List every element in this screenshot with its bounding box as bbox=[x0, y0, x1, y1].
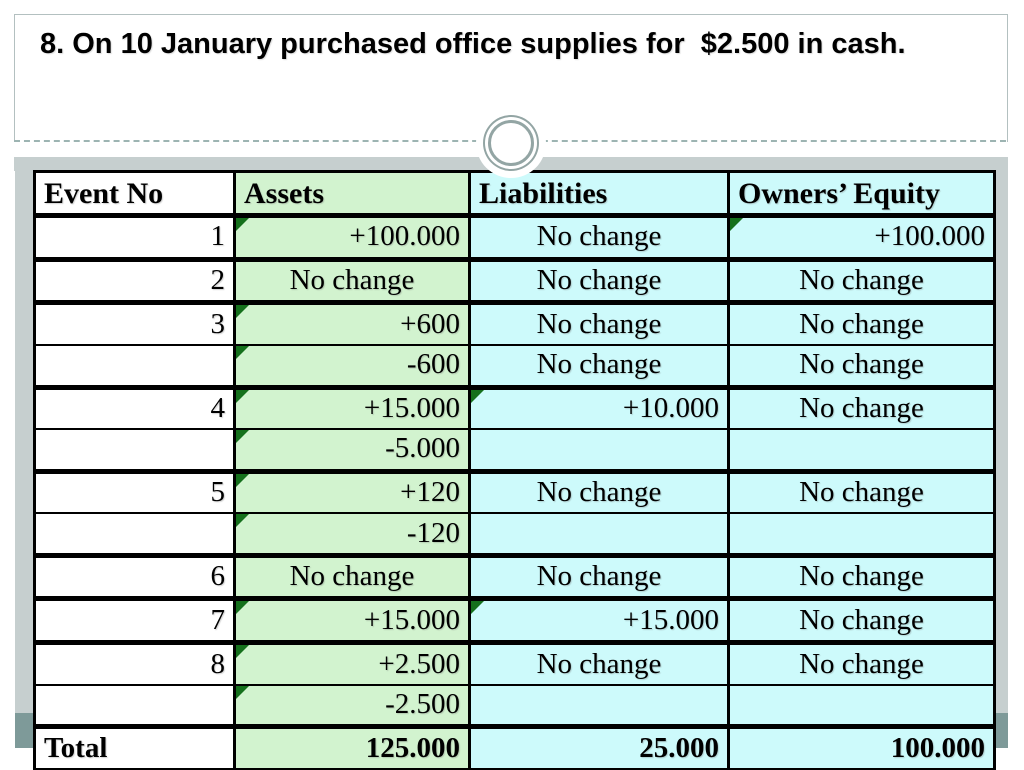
cell-assets bbox=[235, 259, 470, 303]
cell-event-no: 8 bbox=[35, 643, 235, 685]
cell-event-no: 6 bbox=[35, 555, 235, 599]
cell-equity bbox=[729, 345, 995, 387]
cell-value: No change bbox=[799, 475, 924, 508]
cell-note-marker bbox=[236, 218, 249, 231]
cell-equity bbox=[729, 513, 995, 555]
cell-assets bbox=[235, 599, 470, 643]
cell-note-marker bbox=[236, 601, 249, 614]
cell-value: 25.000 bbox=[639, 731, 719, 764]
cell-liabilities bbox=[470, 216, 729, 260]
cell-value: +15.000 bbox=[363, 391, 460, 424]
cell-equity bbox=[729, 727, 995, 769]
cell-assets bbox=[235, 643, 470, 685]
cell-value: No change bbox=[536, 348, 662, 381]
cell-liabilities bbox=[470, 555, 729, 599]
cell-note-marker bbox=[236, 686, 249, 699]
cell-note-marker bbox=[236, 390, 249, 403]
cell-value: No change bbox=[799, 560, 924, 593]
cell-liabilities bbox=[470, 685, 729, 727]
cell-liabilities bbox=[470, 513, 729, 555]
header-row bbox=[35, 172, 995, 216]
cell-value: +600 bbox=[400, 307, 460, 340]
cell-event-no: 4 bbox=[35, 387, 235, 429]
cell-value: -600 bbox=[406, 348, 460, 381]
cell-value: No change bbox=[799, 264, 924, 297]
cell-equity bbox=[729, 555, 995, 599]
cell-note-marker bbox=[471, 601, 484, 614]
cell-event-no bbox=[35, 429, 235, 471]
cell-liabilities bbox=[470, 303, 729, 345]
column-header-owners-equity: Owners’ Equity bbox=[729, 172, 995, 216]
table-row bbox=[35, 259, 995, 303]
cell-event-no: 2 bbox=[35, 259, 235, 303]
accounting-table bbox=[33, 170, 996, 770]
table-row bbox=[35, 387, 995, 429]
cell-event-no: 5 bbox=[35, 471, 235, 513]
cell-note-marker bbox=[236, 346, 249, 359]
table-row bbox=[35, 429, 995, 471]
cell-equity bbox=[729, 685, 995, 727]
cell-value: No change bbox=[799, 307, 924, 340]
table-row bbox=[35, 727, 995, 769]
cell-value: No change bbox=[799, 603, 924, 636]
cell-note-marker bbox=[236, 430, 249, 443]
cell-liabilities bbox=[470, 643, 729, 685]
cell-value: +120 bbox=[400, 475, 460, 508]
cell-value: No change bbox=[536, 307, 662, 340]
cell-value: No change bbox=[799, 348, 924, 381]
cell-value: No change bbox=[536, 220, 662, 253]
cell-note-marker bbox=[236, 514, 249, 527]
column-header-liabilities: Liabilities bbox=[470, 172, 729, 216]
cell-value: +100.000 bbox=[874, 220, 985, 253]
cell-value: +10.000 bbox=[622, 391, 719, 424]
cell-value: No change bbox=[536, 560, 662, 593]
cell-assets bbox=[235, 345, 470, 387]
cell-note-marker bbox=[236, 645, 249, 658]
column-header-event-no: Event No bbox=[35, 172, 235, 216]
cell-assets bbox=[235, 387, 470, 429]
cell-assets bbox=[235, 727, 470, 769]
table-row bbox=[35, 345, 995, 387]
cell-value: +2.500 bbox=[378, 647, 460, 680]
cell-value: No change bbox=[799, 391, 924, 424]
cell-liabilities bbox=[470, 471, 729, 513]
table-row bbox=[35, 216, 995, 260]
cell-assets bbox=[235, 429, 470, 471]
cell-value: -120 bbox=[406, 516, 460, 549]
slide-title: 8. On 10 January purchased office supplies for $2.500 in cash. bbox=[40, 28, 906, 60]
cell-liabilities bbox=[470, 429, 729, 471]
cell-liabilities bbox=[470, 599, 729, 643]
cell-equity bbox=[729, 216, 995, 260]
cell-value: No change bbox=[799, 647, 924, 680]
table-row bbox=[35, 471, 995, 513]
cell-note-marker bbox=[236, 305, 249, 318]
table-body bbox=[35, 216, 995, 770]
table-row bbox=[35, 303, 995, 345]
cell-event-no: 7 bbox=[35, 599, 235, 643]
left-side-strip-dark bbox=[15, 713, 33, 748]
cell-note-marker bbox=[471, 390, 484, 403]
table-row bbox=[35, 643, 995, 685]
cell-equity bbox=[729, 643, 995, 685]
cell-equity bbox=[729, 303, 995, 345]
table-row bbox=[35, 555, 995, 599]
cell-liabilities bbox=[470, 387, 729, 429]
cell-liabilities bbox=[470, 345, 729, 387]
column-header-assets: Assets bbox=[235, 172, 470, 216]
cell-equity bbox=[729, 599, 995, 643]
cell-value: -5.000 bbox=[385, 432, 460, 465]
cell-event-no bbox=[35, 685, 235, 727]
cell-value: 125.000 bbox=[365, 731, 460, 764]
circle-ornament bbox=[488, 120, 534, 166]
cell-note-marker bbox=[236, 474, 249, 487]
cell-event-no: Total bbox=[35, 727, 235, 769]
table-row bbox=[35, 685, 995, 727]
cell-value: 100.000 bbox=[890, 731, 985, 764]
cell-value: +100.000 bbox=[349, 220, 460, 253]
cell-equity bbox=[729, 471, 995, 513]
cell-assets bbox=[235, 216, 470, 260]
cell-assets bbox=[235, 471, 470, 513]
cell-equity bbox=[729, 387, 995, 429]
cell-value: +15.000 bbox=[363, 603, 460, 636]
cell-value: -2.500 bbox=[385, 688, 460, 721]
cell-event-no bbox=[35, 513, 235, 555]
cell-event-no bbox=[35, 345, 235, 387]
cell-liabilities bbox=[470, 727, 729, 769]
cell-equity bbox=[729, 259, 995, 303]
table-row bbox=[35, 599, 995, 643]
cell-assets bbox=[235, 685, 470, 727]
cell-event-no: 1 bbox=[35, 216, 235, 260]
cell-value: No change bbox=[536, 647, 662, 680]
cell-value: +15.000 bbox=[622, 603, 719, 636]
cell-value: No change bbox=[289, 264, 415, 297]
cell-value: No change bbox=[536, 264, 662, 297]
cell-assets bbox=[235, 513, 470, 555]
cell-equity bbox=[729, 429, 995, 471]
cell-value: No change bbox=[289, 560, 415, 593]
cell-liabilities bbox=[470, 259, 729, 303]
cell-assets bbox=[235, 303, 470, 345]
cell-note-marker bbox=[730, 218, 743, 231]
left-side-strip bbox=[15, 157, 33, 713]
table-row bbox=[35, 513, 995, 555]
cell-value: No change bbox=[536, 475, 662, 508]
cell-assets bbox=[235, 555, 470, 599]
cell-event-no: 3 bbox=[35, 303, 235, 345]
